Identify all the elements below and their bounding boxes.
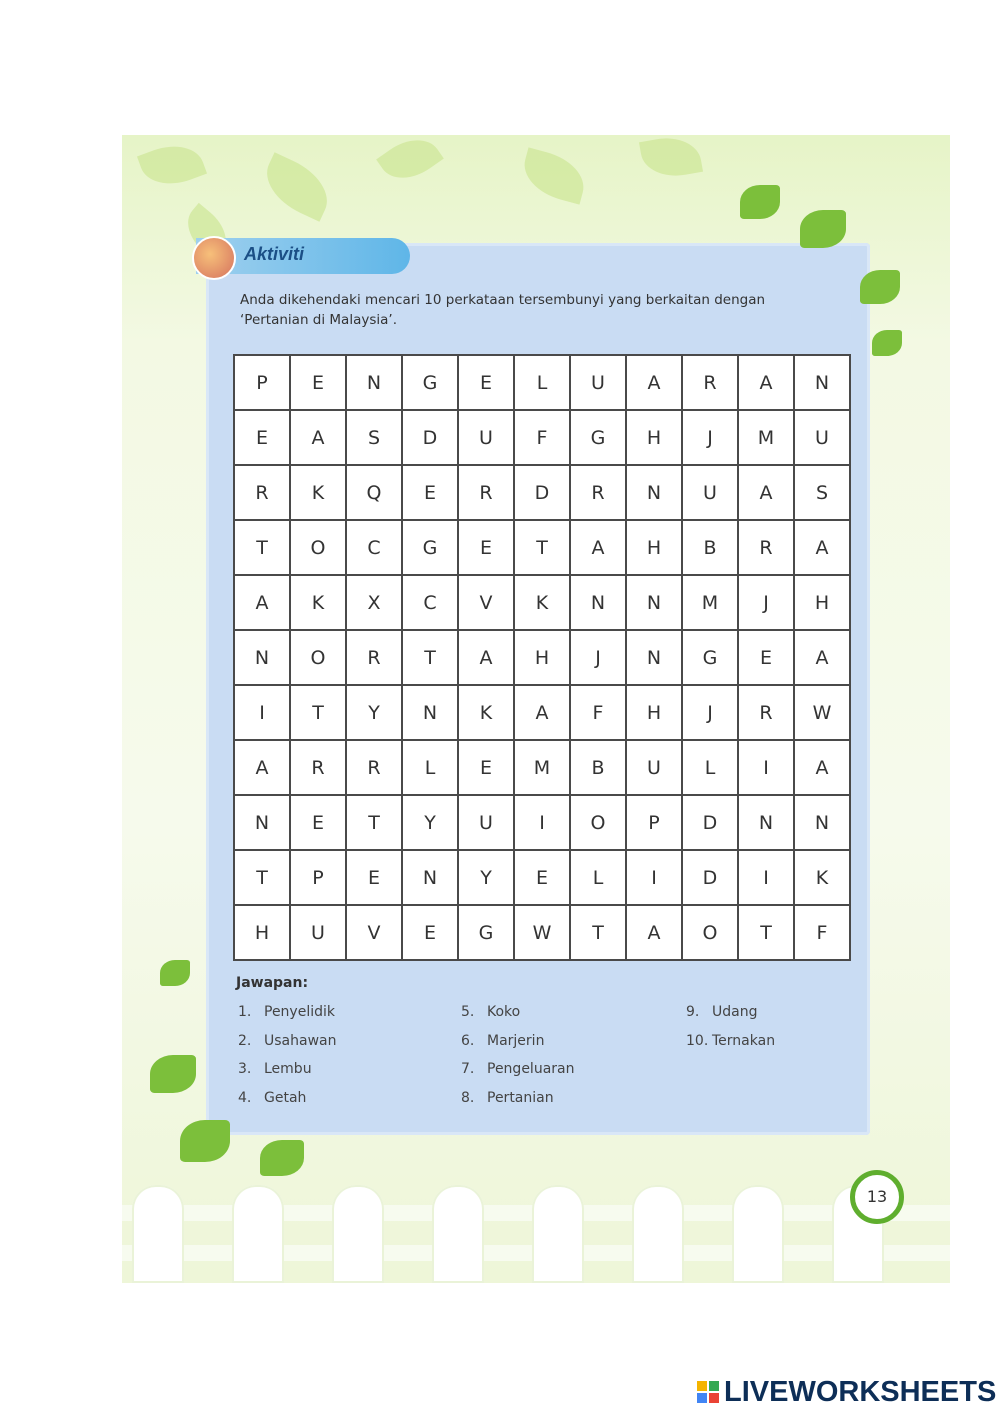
grid-cell[interactable]: M — [738, 410, 794, 465]
grid-cell[interactable]: M — [682, 575, 738, 630]
answer-number: 9. — [686, 1004, 700, 1020]
background-leaf — [518, 147, 591, 204]
grid-cell[interactable]: B — [570, 740, 626, 795]
fence-post — [432, 1185, 484, 1283]
grid-cell[interactable]: L — [514, 355, 570, 410]
grid-row — [234, 410, 850, 465]
grid-cell[interactable]: N — [626, 575, 682, 630]
grid-cell[interactable]: R — [458, 465, 514, 520]
grid-cell[interactable]: C — [346, 520, 402, 575]
background-leaf — [256, 152, 338, 221]
grid-cell[interactable]: A — [738, 465, 794, 520]
grid-cell[interactable]: B — [682, 520, 738, 575]
grid-cell[interactable]: A — [234, 575, 290, 630]
grid-cell[interactable]: N — [626, 465, 682, 520]
answer-item — [238, 1031, 336, 1060]
answer-word: Koko — [487, 1004, 521, 1020]
background-leaf — [639, 135, 703, 182]
grid-row — [234, 575, 850, 630]
grid-cell[interactable]: D — [402, 410, 458, 465]
grid-cell[interactable]: T — [346, 795, 402, 850]
grid-cell[interactable]: I — [234, 685, 290, 740]
grid-cell[interactable]: O — [570, 795, 626, 850]
grid-cell[interactable]: A — [626, 905, 682, 960]
grid-cell[interactable]: T — [234, 850, 290, 905]
grid-cell[interactable]: C — [402, 575, 458, 630]
grid-cell[interactable]: W — [514, 905, 570, 960]
grid-row — [234, 465, 850, 520]
answer-item — [461, 1031, 574, 1060]
grid-cell[interactable]: U — [290, 905, 346, 960]
grid-cell[interactable]: A — [794, 740, 850, 795]
grid-cell[interactable]: N — [626, 630, 682, 685]
grid-cell[interactable]: R — [346, 630, 402, 685]
answer-word: Ternakan — [712, 1032, 776, 1049]
grid-cell[interactable]: N — [234, 795, 290, 850]
grid-row — [234, 685, 850, 740]
activity-icon — [192, 236, 236, 280]
answer-item — [238, 1088, 336, 1117]
grid-cell[interactable]: R — [290, 740, 346, 795]
grid-cell[interactable]: L — [682, 740, 738, 795]
grid-cell[interactable]: E — [458, 520, 514, 575]
background-leaf — [376, 135, 444, 191]
answer-number: 2. — [238, 1032, 252, 1049]
grid-cell[interactable]: J — [682, 410, 738, 465]
grid-cell[interactable]: U — [682, 465, 738, 520]
answer-item — [238, 1002, 336, 1031]
grid-cell[interactable]: X — [346, 575, 402, 630]
answer-item — [461, 1088, 574, 1117]
answers-column-2 — [461, 1002, 574, 1116]
grid-cell[interactable]: P — [234, 355, 290, 410]
grid-cell[interactable]: E — [234, 410, 290, 465]
instruction-line-1: Anda dikehendaki mencari 10 perkataan tersembunyi yang berkaitan dengan — [240, 292, 766, 308]
answer-item — [461, 1059, 574, 1088]
grid-cell[interactable]: Q — [346, 465, 402, 520]
grid-cell[interactable]: I — [514, 795, 570, 850]
grid-cell[interactable]: O — [290, 630, 346, 685]
grid-cell[interactable]: E — [290, 795, 346, 850]
answer-word: Pengeluaran — [487, 1061, 575, 1077]
grid-cell[interactable]: F — [514, 410, 570, 465]
vine-leaf-icon — [740, 185, 780, 219]
answers-column-1 — [238, 1002, 336, 1116]
vine-leaf-icon — [150, 1055, 196, 1093]
grid-cell[interactable]: N — [738, 795, 794, 850]
answer-word: Lembu — [264, 1061, 312, 1077]
grid-cell[interactable]: Y — [346, 685, 402, 740]
page-number: 13 — [850, 1170, 904, 1224]
answer-number: 7. — [461, 1061, 475, 1077]
grid-row — [234, 905, 850, 960]
grid-cell[interactable]: H — [626, 520, 682, 575]
fence-post — [132, 1185, 184, 1283]
grid-cell[interactable]: F — [570, 685, 626, 740]
grid-cell[interactable]: D — [682, 795, 738, 850]
grid-cell[interactable]: W — [794, 685, 850, 740]
grid-cell[interactable]: H — [234, 905, 290, 960]
grid-cell[interactable]: N — [570, 575, 626, 630]
grid-cell[interactable]: H — [626, 410, 682, 465]
liveworksheets-logo-icon — [697, 1381, 719, 1403]
grid-cell[interactable]: R — [738, 520, 794, 575]
grid-cell[interactable]: R — [234, 465, 290, 520]
answer-word: Penyelidik — [264, 1004, 335, 1020]
grid-cell[interactable]: S — [794, 465, 850, 520]
grid-cell[interactable]: E — [290, 355, 346, 410]
fence-post — [632, 1185, 684, 1283]
grid-cell[interactable]: P — [290, 850, 346, 905]
picket-fence — [122, 1173, 950, 1283]
grid-cell[interactable]: E — [514, 850, 570, 905]
grid-cell[interactable]: G — [402, 520, 458, 575]
grid-cell[interactable]: D — [514, 465, 570, 520]
answer-number: 5. — [461, 1004, 475, 1020]
grid-cell[interactable]: J — [738, 575, 794, 630]
grid-cell[interactable]: N — [234, 630, 290, 685]
grid-cell[interactable]: R — [682, 355, 738, 410]
instruction-line-2: ‘Pertanian di Malaysia’. — [240, 312, 397, 328]
grid-cell[interactable]: T — [290, 685, 346, 740]
vine-leaf-icon — [180, 1120, 230, 1162]
grid-cell[interactable]: D — [682, 850, 738, 905]
grid-cell[interactable]: Y — [402, 795, 458, 850]
grid-cell[interactable]: M — [514, 740, 570, 795]
grid-cell[interactable]: G — [458, 905, 514, 960]
grid-cell[interactable]: I — [738, 850, 794, 905]
grid-cell[interactable]: A — [290, 410, 346, 465]
answer-word: Pertanian — [487, 1089, 554, 1106]
fence-post — [732, 1185, 784, 1283]
answer-item — [238, 1059, 336, 1088]
grid-cell[interactable]: I — [626, 850, 682, 905]
fence-post — [232, 1185, 284, 1283]
answer-number: 4. — [238, 1089, 252, 1106]
vine-leaf-icon — [160, 960, 190, 986]
grid-cell[interactable]: O — [290, 520, 346, 575]
answer-number: 10. — [686, 1032, 709, 1049]
answer-word: Udang — [712, 1004, 758, 1020]
grid-row — [234, 355, 850, 410]
grid-cell[interactable]: N — [402, 685, 458, 740]
grid-cell[interactable]: T — [738, 905, 794, 960]
grid-cell[interactable]: A — [234, 740, 290, 795]
grid-cell[interactable]: F — [794, 905, 850, 960]
watermark-text: LIVEWORKSHEETS — [724, 1376, 997, 1408]
vine-leaf-icon — [260, 1140, 304, 1176]
grid-cell[interactable]: U — [626, 740, 682, 795]
answer-word: Usahawan — [264, 1032, 337, 1049]
grid-cell[interactable]: U — [794, 410, 850, 465]
grid-cell[interactable]: H — [794, 575, 850, 630]
background-leaf — [137, 136, 207, 194]
answer-item — [461, 1002, 574, 1031]
grid-cell[interactable]: N — [346, 355, 402, 410]
answer-item — [686, 1002, 775, 1031]
word-search-grid — [233, 354, 851, 961]
grid-row — [234, 795, 850, 850]
grid-cell[interactable]: H — [626, 685, 682, 740]
grid-cell[interactable]: R — [738, 685, 794, 740]
grid-cell[interactable]: E — [402, 905, 458, 960]
answer-word: Getah — [264, 1089, 307, 1106]
grid-cell[interactable]: K — [458, 685, 514, 740]
grid-cell[interactable]: G — [402, 355, 458, 410]
fence-post — [332, 1185, 384, 1283]
grid-cell[interactable]: O — [682, 905, 738, 960]
grid-cell[interactable]: K — [794, 850, 850, 905]
grid-cell[interactable]: S — [346, 410, 402, 465]
answer-number: 8. — [461, 1089, 475, 1106]
grid-cell[interactable]: K — [290, 575, 346, 630]
vine-leaf-icon — [872, 330, 902, 356]
grid-row — [234, 520, 850, 575]
grid-cell[interactable]: A — [514, 685, 570, 740]
grid-cell[interactable]: P — [626, 795, 682, 850]
grid-cell[interactable]: G — [570, 410, 626, 465]
grid-row — [234, 850, 850, 905]
grid-cell[interactable]: E — [402, 465, 458, 520]
grid-cell[interactable]: T — [570, 905, 626, 960]
grid-cell[interactable]: A — [794, 630, 850, 685]
grid-cell[interactable]: A — [626, 355, 682, 410]
grid-cell[interactable]: I — [738, 740, 794, 795]
grid-cell[interactable]: A — [458, 630, 514, 685]
grid-cell[interactable]: A — [794, 520, 850, 575]
vine-leaf-icon — [800, 210, 846, 248]
grid-cell[interactable]: A — [570, 520, 626, 575]
answers-column-3 — [686, 1002, 775, 1059]
answer-number: 1. — [238, 1004, 252, 1020]
grid-cell[interactable]: L — [570, 850, 626, 905]
vine-leaf-icon — [860, 270, 900, 304]
grid-cell[interactable]: E — [738, 630, 794, 685]
instruction-text — [240, 290, 820, 330]
grid-cell[interactable]: J — [570, 630, 626, 685]
grid-cell[interactable]: E — [346, 850, 402, 905]
answer-number: 6. — [461, 1032, 475, 1049]
grid-cell[interactable]: H — [514, 630, 570, 685]
grid-cell[interactable]: J — [682, 685, 738, 740]
grid-cell[interactable]: N — [402, 850, 458, 905]
answer-word: Marjerin — [487, 1032, 545, 1049]
grid-cell[interactable]: N — [794, 355, 850, 410]
grid-cell[interactable]: R — [346, 740, 402, 795]
grid-cell[interactable]: V — [458, 575, 514, 630]
grid-cell[interactable]: E — [458, 355, 514, 410]
grid-cell[interactable]: K — [290, 465, 346, 520]
grid-cell[interactable]: L — [402, 740, 458, 795]
grid-cell[interactable]: T — [402, 630, 458, 685]
activity-title: Aktiviti — [244, 244, 305, 264]
answer-item — [686, 1031, 775, 1060]
grid-cell[interactable]: A — [738, 355, 794, 410]
grid-row — [234, 740, 850, 795]
grid-cell[interactable]: K — [514, 575, 570, 630]
grid-cell[interactable]: U — [458, 795, 514, 850]
answer-number: 3. — [238, 1061, 252, 1077]
grid-cell[interactable]: Y — [458, 850, 514, 905]
grid-cell[interactable]: T — [234, 520, 290, 575]
grid-row — [234, 630, 850, 685]
answers-title: Jawapan: — [236, 975, 309, 991]
grid-cell[interactable]: E — [458, 740, 514, 795]
grid-cell[interactable]: V — [346, 905, 402, 960]
grid-cell[interactable]: N — [794, 795, 850, 850]
grid-cell[interactable]: G — [682, 630, 738, 685]
grid-cell[interactable]: U — [570, 355, 626, 410]
grid-cell[interactable]: R — [570, 465, 626, 520]
grid-cell[interactable]: T — [514, 520, 570, 575]
fence-post — [532, 1185, 584, 1283]
grid-cell[interactable]: U — [458, 410, 514, 465]
